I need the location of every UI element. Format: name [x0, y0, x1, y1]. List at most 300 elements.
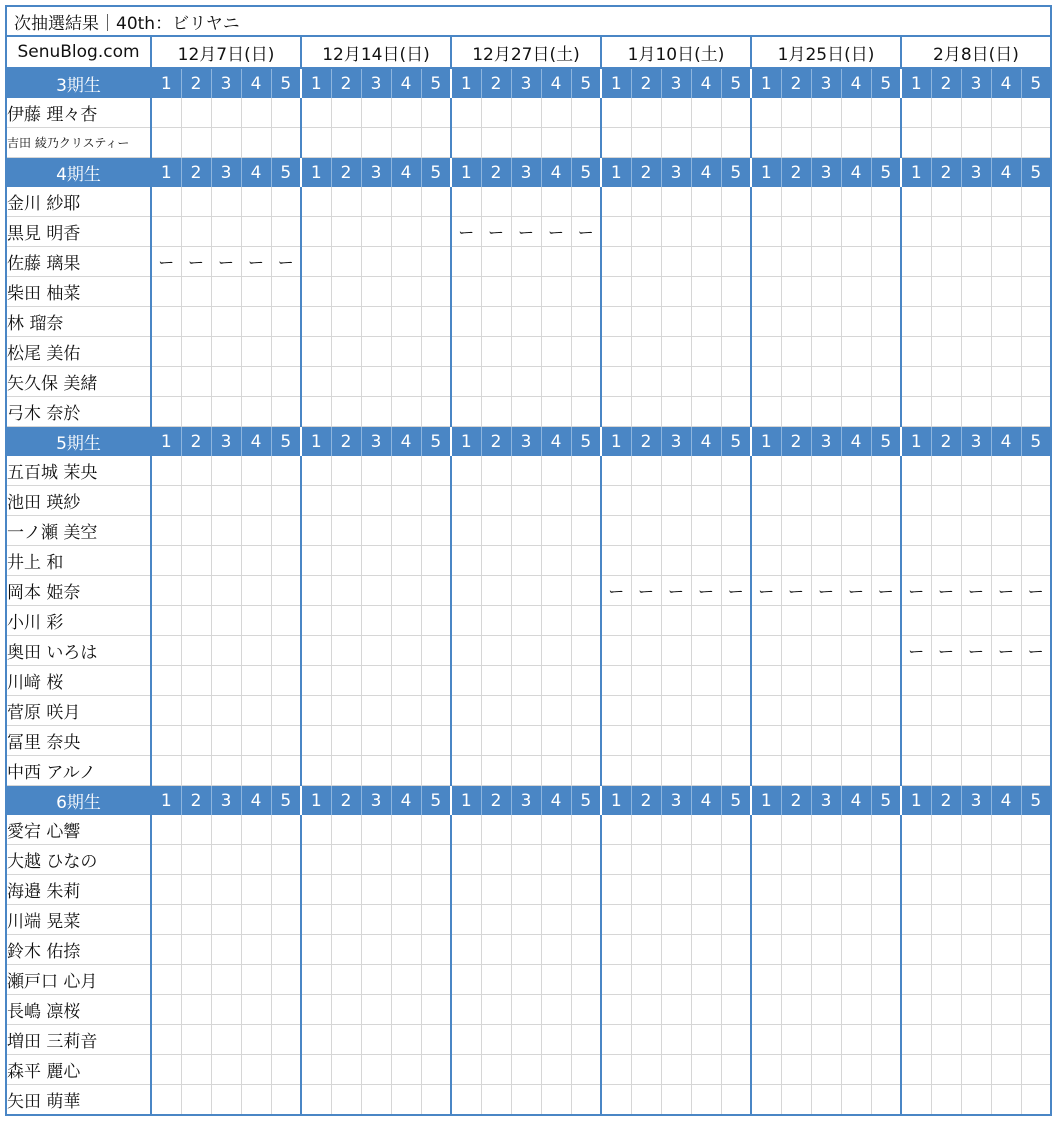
- slot-cell: [661, 397, 691, 427]
- slot-cell: [451, 516, 481, 546]
- slot-cell: [301, 217, 331, 247]
- slot-cell: [421, 905, 451, 935]
- slot-cell: [211, 576, 241, 606]
- slot-cell: [541, 935, 571, 965]
- slot-cell: [721, 337, 751, 367]
- slot-cell: [481, 666, 511, 696]
- slot-number: 2: [781, 786, 811, 816]
- slot-cell: [361, 516, 391, 546]
- slot-cell: [901, 905, 931, 935]
- slot-cell: [931, 1025, 961, 1055]
- slot-cell: [541, 965, 571, 995]
- slot-number: 3: [511, 427, 541, 457]
- slot-cell: [421, 98, 451, 128]
- slot-cell: [331, 397, 361, 427]
- member-name: 一ノ瀬 美空: [6, 516, 151, 546]
- slot-cell: [691, 1055, 721, 1085]
- slot-number: 1: [901, 427, 931, 457]
- slot-cell: [631, 756, 661, 786]
- slot-cell: [1021, 1025, 1051, 1055]
- member-row: [6, 187, 1051, 217]
- slot-number: 5: [571, 158, 601, 188]
- slot-cell: [961, 606, 991, 636]
- slot-cell: [991, 367, 1021, 397]
- slot-cell: [1021, 217, 1051, 247]
- slot-cell: [691, 187, 721, 217]
- slot-cell: [511, 1085, 541, 1116]
- slot-cell: [571, 815, 601, 845]
- slot-number: 5: [721, 786, 751, 816]
- slot-cell: [961, 307, 991, 337]
- slot-cell: [481, 187, 511, 217]
- member-name: 長嶋 凛桜: [6, 995, 151, 1025]
- generation-label: 3期生: [6, 68, 151, 98]
- slot-number: 3: [661, 158, 691, 188]
- dash-mark: ー: [871, 576, 901, 606]
- slot-number: 4: [691, 786, 721, 816]
- slot-cell: [961, 187, 991, 217]
- slot-cell: [961, 995, 991, 1025]
- site-name: SenuBlog.com: [6, 36, 151, 68]
- slot-cell: [601, 277, 631, 307]
- slot-cell: [961, 696, 991, 726]
- slot-cell: [931, 337, 961, 367]
- slot-cell: [451, 1055, 481, 1085]
- slot-cell: [721, 516, 751, 546]
- slot-cell: [391, 277, 421, 307]
- slot-number: 5: [1021, 786, 1051, 816]
- member-row: [6, 98, 1051, 128]
- slot-cell: [691, 995, 721, 1025]
- slot-cell: [181, 815, 211, 845]
- slot-number: 4: [541, 158, 571, 188]
- slot-cell: [691, 696, 721, 726]
- slot-cell: [391, 1085, 421, 1116]
- slot-cell: [271, 1085, 301, 1116]
- slot-cell: [631, 995, 661, 1025]
- slot-cell: [361, 456, 391, 486]
- slot-cell: [571, 128, 601, 158]
- slot-number: 5: [1021, 158, 1051, 188]
- dash-mark: ー: [961, 576, 991, 606]
- slot-number: 1: [751, 158, 781, 188]
- slot-cell: [991, 456, 1021, 486]
- slot-cell: [541, 1085, 571, 1116]
- dash-mark: ー: [841, 576, 871, 606]
- slot-cell: [661, 815, 691, 845]
- slot-cell: [781, 726, 811, 756]
- member-row: [6, 486, 1051, 516]
- slot-cell: [211, 1055, 241, 1085]
- slot-cell: [961, 666, 991, 696]
- slot-cell: [871, 337, 901, 367]
- slot-cell: [451, 905, 481, 935]
- slot-cell: [211, 217, 241, 247]
- slot-cell: [391, 217, 421, 247]
- slot-cell: [451, 666, 481, 696]
- slot-cell: [781, 516, 811, 546]
- slot-cell: [691, 546, 721, 576]
- slot-cell: [751, 606, 781, 636]
- slot-cell: [691, 486, 721, 516]
- slot-cell: [331, 217, 361, 247]
- slot-cell: [361, 307, 391, 337]
- slot-cell: [601, 1085, 631, 1116]
- slot-cell: [481, 1025, 511, 1055]
- slot-cell: [481, 1055, 511, 1085]
- slot-cell: [631, 726, 661, 756]
- slot-cell: [391, 815, 421, 845]
- slot-cell: [481, 935, 511, 965]
- slot-cell: [331, 516, 361, 546]
- slot-number: 2: [331, 427, 361, 457]
- slot-cell: [301, 845, 331, 875]
- slot-cell: [781, 546, 811, 576]
- slot-cell: [871, 546, 901, 576]
- slot-cell: [541, 187, 571, 217]
- slot-cell: [991, 935, 1021, 965]
- member-name: 矢久保 美緒: [6, 367, 151, 397]
- slot-cell: [301, 815, 331, 845]
- slot-cell: [211, 277, 241, 307]
- slot-cell: [511, 935, 541, 965]
- slot-cell: [751, 247, 781, 277]
- slot-cell: [871, 845, 901, 875]
- slot-cell: [691, 666, 721, 696]
- slot-cell: [391, 128, 421, 158]
- slot-cell: [421, 756, 451, 786]
- slot-number: 4: [691, 427, 721, 457]
- slot-cell: [661, 696, 691, 726]
- slot-number: 3: [811, 427, 841, 457]
- slot-cell: [151, 995, 181, 1025]
- slot-cell: [781, 187, 811, 217]
- slot-number: 1: [901, 158, 931, 188]
- slot-cell: [301, 397, 331, 427]
- slot-cell: [211, 307, 241, 337]
- slot-cell: [721, 546, 751, 576]
- slot-cell: [1021, 546, 1051, 576]
- slot-cell: [871, 606, 901, 636]
- slot-cell: [361, 995, 391, 1025]
- slot-cell: [361, 815, 391, 845]
- slot-cell: [601, 815, 631, 845]
- member-name: 川﨑 桜: [6, 666, 151, 696]
- slot-number: 2: [781, 68, 811, 98]
- slot-cell: [211, 905, 241, 935]
- slot-cell: [451, 128, 481, 158]
- date-header: 12月7日(日): [151, 36, 301, 68]
- slot-cell: [721, 815, 751, 845]
- slot-cell: [511, 696, 541, 726]
- slot-number: 1: [601, 68, 631, 98]
- slot-cell: [301, 98, 331, 128]
- slot-number: 3: [811, 68, 841, 98]
- slot-cell: [811, 1055, 841, 1085]
- slot-cell: [271, 965, 301, 995]
- slot-cell: [421, 337, 451, 367]
- slot-cell: [661, 935, 691, 965]
- slot-cell: [241, 666, 271, 696]
- slot-cell: [271, 187, 301, 217]
- slot-cell: [421, 307, 451, 337]
- slot-cell: [541, 456, 571, 486]
- slot-cell: [661, 128, 691, 158]
- slot-cell: [511, 1055, 541, 1085]
- slot-cell: [391, 98, 421, 128]
- slot-cell: [841, 98, 871, 128]
- slot-number: 1: [301, 427, 331, 457]
- slot-number: 4: [841, 427, 871, 457]
- member-name: 池田 瑛紗: [6, 486, 151, 516]
- slot-cell: [721, 696, 751, 726]
- slot-cell: [211, 666, 241, 696]
- slot-number: 1: [451, 786, 481, 816]
- slot-cell: [691, 367, 721, 397]
- slot-cell: [481, 98, 511, 128]
- slot-cell: [151, 696, 181, 726]
- slot-number: 5: [271, 427, 301, 457]
- member-name: 大越 ひなの: [6, 845, 151, 875]
- slot-cell: [661, 337, 691, 367]
- slot-cell: [541, 337, 571, 367]
- slot-cell: [271, 307, 301, 337]
- slot-cell: [811, 546, 841, 576]
- slot-cell: [331, 666, 361, 696]
- slot-number: 1: [151, 158, 181, 188]
- slot-cell: [151, 726, 181, 756]
- slot-cell: [871, 217, 901, 247]
- slot-cell: [511, 756, 541, 786]
- slot-cell: [991, 995, 1021, 1025]
- dash-mark: ー: [601, 576, 631, 606]
- slot-cell: [421, 217, 451, 247]
- slot-cell: [781, 397, 811, 427]
- slot-cell: [601, 935, 631, 965]
- slot-cell: [811, 128, 841, 158]
- slot-cell: [391, 486, 421, 516]
- slot-cell: [1021, 1085, 1051, 1116]
- slot-cell: [631, 367, 661, 397]
- dash-mark: ー: [181, 247, 211, 277]
- slot-cell: [1021, 726, 1051, 756]
- slot-cell: [661, 456, 691, 486]
- slot-cell: [691, 277, 721, 307]
- slot-cell: [271, 726, 301, 756]
- slot-cell: [481, 606, 511, 636]
- slot-cell: [541, 367, 571, 397]
- slot-cell: [901, 995, 931, 1025]
- slot-cell: [901, 546, 931, 576]
- member-row: [6, 217, 1051, 247]
- slot-number: 2: [331, 158, 361, 188]
- slot-cell: [721, 128, 751, 158]
- dash-mark: ー: [481, 217, 511, 247]
- slot-cell: [271, 636, 301, 666]
- slot-cell: [541, 247, 571, 277]
- member-name: 鈴木 佑捺: [6, 935, 151, 965]
- slot-cell: [331, 696, 361, 726]
- dash-mark: ー: [151, 247, 181, 277]
- slot-cell: [751, 636, 781, 666]
- slot-cell: [271, 696, 301, 726]
- dash-mark: ー: [811, 576, 841, 606]
- slot-cell: [511, 397, 541, 427]
- slot-cell: [661, 666, 691, 696]
- slot-cell: [451, 756, 481, 786]
- slot-cell: [871, 277, 901, 307]
- slot-cell: [361, 1055, 391, 1085]
- slot-cell: [661, 965, 691, 995]
- slot-cell: [181, 187, 211, 217]
- slot-cell: [811, 606, 841, 636]
- member-row: [6, 516, 1051, 546]
- slot-cell: [1021, 307, 1051, 337]
- slot-cell: [301, 307, 331, 337]
- slot-cell: [1021, 666, 1051, 696]
- slot-cell: [631, 217, 661, 247]
- slot-cell: [991, 815, 1021, 845]
- slot-cell: [811, 217, 841, 247]
- generation-header-row: [6, 68, 1051, 98]
- dash-mark: ー: [991, 576, 1021, 606]
- slot-cell: [451, 277, 481, 307]
- member-row: [6, 1085, 1051, 1116]
- slot-cell: [901, 367, 931, 397]
- slot-cell: [571, 965, 601, 995]
- slot-cell: [901, 486, 931, 516]
- slot-cell: [511, 187, 541, 217]
- slot-cell: [841, 965, 871, 995]
- slot-cell: [811, 965, 841, 995]
- slot-cell: [271, 128, 301, 158]
- slot-cell: [631, 277, 661, 307]
- slot-cell: [451, 845, 481, 875]
- slot-cell: [541, 875, 571, 905]
- slot-cell: [181, 726, 211, 756]
- slot-number: 1: [601, 786, 631, 816]
- slot-cell: [901, 726, 931, 756]
- slot-cell: [661, 875, 691, 905]
- slot-cell: [721, 995, 751, 1025]
- slot-cell: [571, 1085, 601, 1116]
- slot-cell: [571, 307, 601, 337]
- member-name: 佐藤 璃果: [6, 247, 151, 277]
- slot-cell: [721, 187, 751, 217]
- slot-cell: [781, 456, 811, 486]
- slot-cell: [361, 935, 391, 965]
- slot-cell: [571, 546, 601, 576]
- slot-cell: [301, 516, 331, 546]
- slot-cell: [571, 875, 601, 905]
- slot-cell: [991, 277, 1021, 307]
- slot-cell: [991, 905, 1021, 935]
- slot-cell: [721, 98, 751, 128]
- slot-cell: [391, 1025, 421, 1055]
- slot-cell: [541, 666, 571, 696]
- slot-cell: [991, 217, 1021, 247]
- slot-cell: [211, 397, 241, 427]
- member-name: 伊藤 理々杏: [6, 98, 151, 128]
- slot-cell: [931, 606, 961, 636]
- slot-cell: [181, 1085, 211, 1116]
- slot-cell: [391, 187, 421, 217]
- slot-cell: [481, 277, 511, 307]
- slot-number: 1: [451, 68, 481, 98]
- member-name: 岡本 姫奈: [6, 576, 151, 606]
- slot-cell: [301, 666, 331, 696]
- slot-cell: [781, 367, 811, 397]
- slot-cell: [331, 1025, 361, 1055]
- slot-cell: [961, 337, 991, 367]
- slot-cell: [811, 1025, 841, 1055]
- slot-cell: [691, 307, 721, 337]
- slot-cell: [451, 726, 481, 756]
- slot-cell: [391, 636, 421, 666]
- member-row: [6, 397, 1051, 427]
- slot-cell: [421, 576, 451, 606]
- slot-cell: [421, 486, 451, 516]
- slot-cell: [451, 965, 481, 995]
- slot-cell: [211, 1085, 241, 1116]
- slot-cell: [331, 726, 361, 756]
- slot-cell: [271, 845, 301, 875]
- slot-cell: [841, 815, 871, 845]
- slot-cell: [481, 995, 511, 1025]
- slot-cell: [751, 905, 781, 935]
- slot-cell: [781, 98, 811, 128]
- slot-number: 2: [481, 68, 511, 98]
- slot-cell: [181, 337, 211, 367]
- slot-cell: [631, 337, 661, 367]
- slot-cell: [331, 307, 361, 337]
- slot-cell: [211, 875, 241, 905]
- slot-cell: [781, 935, 811, 965]
- slot-cell: [361, 367, 391, 397]
- slot-cell: [961, 128, 991, 158]
- slot-cell: [151, 217, 181, 247]
- member-row: [6, 845, 1051, 875]
- member-row: [6, 935, 1051, 965]
- slot-cell: [811, 995, 841, 1025]
- slot-cell: [871, 696, 901, 726]
- slot-number: 1: [301, 158, 331, 188]
- slot-cell: [391, 666, 421, 696]
- slot-cell: [511, 247, 541, 277]
- slot-cell: [331, 456, 361, 486]
- slot-cell: [631, 546, 661, 576]
- slot-cell: [181, 696, 211, 726]
- slot-cell: [151, 367, 181, 397]
- slot-cell: [271, 546, 301, 576]
- slot-cell: [571, 247, 601, 277]
- slot-cell: [1021, 696, 1051, 726]
- slot-cell: [271, 337, 301, 367]
- slot-cell: [961, 965, 991, 995]
- slot-cell: [451, 367, 481, 397]
- slot-cell: [781, 1085, 811, 1116]
- slot-cell: [241, 935, 271, 965]
- slot-cell: [661, 1055, 691, 1085]
- slot-cell: [961, 1055, 991, 1085]
- slot-cell: [661, 726, 691, 756]
- member-row: [6, 546, 1051, 576]
- slot-cell: [541, 546, 571, 576]
- slot-cell: [301, 726, 331, 756]
- slot-cell: [571, 636, 601, 666]
- slot-cell: [301, 696, 331, 726]
- slot-cell: [721, 247, 751, 277]
